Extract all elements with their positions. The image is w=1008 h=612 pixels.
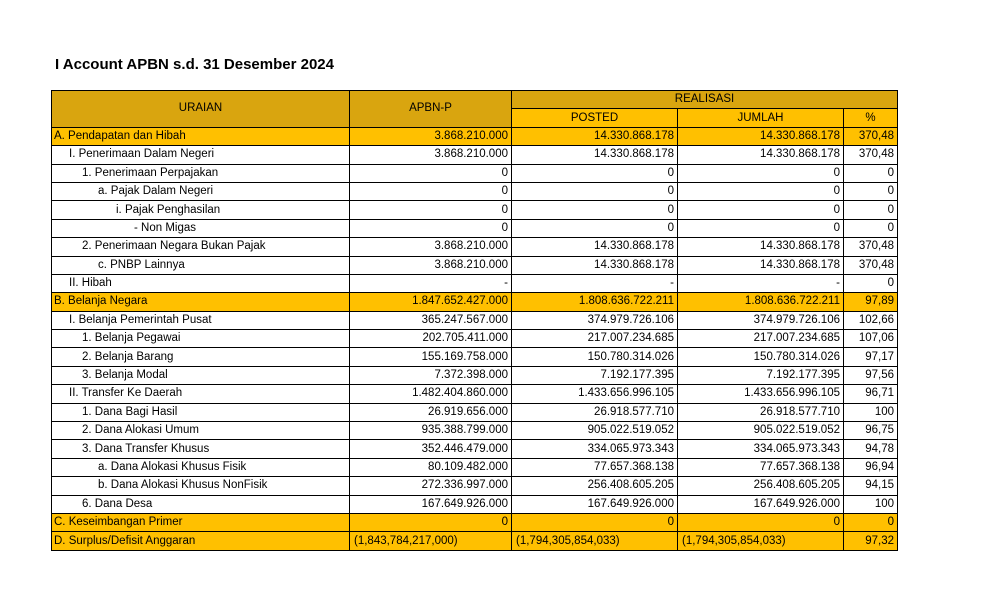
row-pct: 0 [844, 219, 898, 237]
row-apbnp: 80.109.482.000 [350, 458, 512, 476]
row-pct: 94,15 [844, 477, 898, 495]
table-row [52, 164, 898, 182]
row-posted: 14.330.868.178 [512, 256, 678, 274]
row-jumlah: 905.022.519.052 [678, 422, 844, 440]
row-apbnp: 7.372.398.000 [350, 366, 512, 384]
row-apbnp: 0 [350, 219, 512, 237]
row-apbnp: - [350, 274, 512, 292]
header-uraian: URAIAN [52, 91, 350, 128]
row-posted: (1,794,305,854,033) [512, 532, 678, 550]
page-title: I Account APBN s.d. 31 Desember 2024 [55, 56, 334, 73]
row-label: 2. Belanja Barang [52, 348, 350, 366]
row-label: i. Pajak Penghasilan [52, 201, 350, 219]
row-label: 3. Belanja Modal [52, 366, 350, 384]
row-jumlah: - [678, 274, 844, 292]
row-posted: 374.979.726.106 [512, 311, 678, 329]
row-jumlah: 14.330.868.178 [678, 127, 844, 145]
row-apbnp: 935.388.799.000 [350, 422, 512, 440]
row-pct: 97,32 [844, 532, 898, 550]
row-jumlah: 0 [678, 182, 844, 200]
row-posted: 77.657.368.138 [512, 458, 678, 476]
row-apbnp: 3.868.210.000 [350, 256, 512, 274]
row-label: I. Belanja Pemerintah Pusat [52, 311, 350, 329]
table-row [52, 495, 898, 513]
table-row [52, 440, 898, 458]
row-jumlah: 1.433.656.996.105 [678, 385, 844, 403]
apbn-table [51, 90, 898, 551]
row-label: 3. Dana Transfer Khusus [52, 440, 350, 458]
row-posted: 167.649.926.000 [512, 495, 678, 513]
row-pct: 0 [844, 164, 898, 182]
row-posted: 1.433.656.996.105 [512, 385, 678, 403]
row-pct: 0 [844, 274, 898, 292]
table-row [52, 201, 898, 219]
row-posted: 0 [512, 182, 678, 200]
row-posted: 150.780.314.026 [512, 348, 678, 366]
row-pct: 97,56 [844, 366, 898, 384]
row-apbnp: 272.336.997.000 [350, 477, 512, 495]
row-apbnp: 26.919.656.000 [350, 403, 512, 421]
row-label: c. PNBP Lainnya [52, 256, 350, 274]
row-jumlah: 26.918.577.710 [678, 403, 844, 421]
row-posted: 14.330.868.178 [512, 146, 678, 164]
row-apbnp: 0 [350, 182, 512, 200]
row-pct: 370,48 [844, 127, 898, 145]
row-posted: 217.007.234.685 [512, 330, 678, 348]
row-posted: 1.808.636.722.211 [512, 293, 678, 311]
table-row [52, 458, 898, 476]
row-label: 1. Dana Bagi Hasil [52, 403, 350, 421]
table-row [52, 385, 898, 403]
table-row [52, 146, 898, 164]
table-row [52, 403, 898, 421]
header-posted: POSTED [512, 109, 678, 127]
table-row [52, 348, 898, 366]
row-pct: 0 [844, 513, 898, 531]
row-pct: 0 [844, 182, 898, 200]
row-jumlah: 0 [678, 201, 844, 219]
table-row [52, 422, 898, 440]
row-label: D. Surplus/Defisit Anggaran [52, 532, 350, 550]
row-jumlah: 0 [678, 219, 844, 237]
row-apbnp: 1.482.404.860.000 [350, 385, 512, 403]
row-apbnp: 3.868.210.000 [350, 127, 512, 145]
row-jumlah: 256.408.605.205 [678, 477, 844, 495]
row-posted: 7.192.177.395 [512, 366, 678, 384]
row-apbnp: 365.247.567.000 [350, 311, 512, 329]
table-row [52, 311, 898, 329]
row-jumlah: 14.330.868.178 [678, 238, 844, 256]
row-posted: 26.918.577.710 [512, 403, 678, 421]
row-apbnp: 155.169.758.000 [350, 348, 512, 366]
row-pct: 0 [844, 201, 898, 219]
row-pct: 370,48 [844, 238, 898, 256]
row-label: 2. Dana Alokasi Umum [52, 422, 350, 440]
row-label: 1. Belanja Pegawai [52, 330, 350, 348]
row-apbnp: 167.649.926.000 [350, 495, 512, 513]
row-jumlah: 150.780.314.026 [678, 348, 844, 366]
row-pct: 94,78 [844, 440, 898, 458]
row-label: II. Transfer Ke Daerah [52, 385, 350, 403]
row-pct: 100 [844, 495, 898, 513]
row-label: b. Dana Alokasi Khusus NonFisik [52, 477, 350, 495]
row-label: a. Dana Alokasi Khusus Fisik [52, 458, 350, 476]
row-posted: 0 [512, 164, 678, 182]
table-row [52, 182, 898, 200]
table-row [52, 219, 898, 237]
table-row [52, 274, 898, 292]
row-label: - Non Migas [52, 219, 350, 237]
row-pct: 370,48 [844, 256, 898, 274]
row-apbnp: 3.868.210.000 [350, 146, 512, 164]
row-pct: 107,06 [844, 330, 898, 348]
row-jumlah: 0 [678, 513, 844, 531]
row-jumlah: 1.808.636.722.211 [678, 293, 844, 311]
table-row [52, 127, 898, 145]
row-jumlah: 374.979.726.106 [678, 311, 844, 329]
row-label: B. Belanja Negara [52, 293, 350, 311]
row-posted: 14.330.868.178 [512, 127, 678, 145]
row-posted: 14.330.868.178 [512, 238, 678, 256]
table-row [52, 330, 898, 348]
header-realisasi: REALISASI [512, 91, 898, 109]
row-jumlah: 217.007.234.685 [678, 330, 844, 348]
row-apbnp: 352.446.479.000 [350, 440, 512, 458]
header-jumlah: JUMLAH [678, 109, 844, 127]
row-jumlah: 77.657.368.138 [678, 458, 844, 476]
row-label: 6. Dana Desa [52, 495, 350, 513]
table-row [52, 256, 898, 274]
table-body [52, 127, 898, 550]
row-apbnp: 0 [350, 164, 512, 182]
row-label: I. Penerimaan Dalam Negeri [52, 146, 350, 164]
row-pct: 97,17 [844, 348, 898, 366]
row-posted: 0 [512, 201, 678, 219]
row-pct: 96,71 [844, 385, 898, 403]
row-jumlah: 14.330.868.178 [678, 146, 844, 164]
row-jumlah: 0 [678, 164, 844, 182]
row-apbnp: 0 [350, 201, 512, 219]
row-jumlah: 14.330.868.178 [678, 256, 844, 274]
table-row [52, 477, 898, 495]
row-posted: 0 [512, 219, 678, 237]
table-row [52, 238, 898, 256]
row-jumlah: 167.649.926.000 [678, 495, 844, 513]
row-posted: 905.022.519.052 [512, 422, 678, 440]
row-pct: 370,48 [844, 146, 898, 164]
table-header [52, 91, 898, 128]
table-row [52, 513, 898, 531]
row-apbnp: 1.847.652.427.000 [350, 293, 512, 311]
row-jumlah: 334.065.973.343 [678, 440, 844, 458]
row-pct: 102,66 [844, 311, 898, 329]
row-jumlah: (1,794,305,854,033) [678, 532, 844, 550]
row-pct: 96,75 [844, 422, 898, 440]
row-label: II. Hibah [52, 274, 350, 292]
row-pct: 96,94 [844, 458, 898, 476]
header-apbnp: APBN-P [350, 91, 512, 128]
row-apbnp: 0 [350, 513, 512, 531]
row-label: a. Pajak Dalam Negeri [52, 182, 350, 200]
row-posted: 0 [512, 513, 678, 531]
table-row [52, 532, 898, 550]
row-pct: 100 [844, 403, 898, 421]
row-label: C. Keseimbangan Primer [52, 513, 350, 531]
table-row [52, 293, 898, 311]
row-jumlah: 7.192.177.395 [678, 366, 844, 384]
row-apbnp: (1,843,784,217,000) [350, 532, 512, 550]
row-posted: 256.408.605.205 [512, 477, 678, 495]
row-apbnp: 3.868.210.000 [350, 238, 512, 256]
header-pct: % [844, 109, 898, 127]
row-label: 1. Penerimaan Perpajakan [52, 164, 350, 182]
table-row [52, 366, 898, 384]
row-label: A. Pendapatan dan Hibah [52, 127, 350, 145]
row-posted: 334.065.973.343 [512, 440, 678, 458]
row-label: 2. Penerimaan Negara Bukan Pajak [52, 238, 350, 256]
row-posted: - [512, 274, 678, 292]
row-apbnp: 202.705.411.000 [350, 330, 512, 348]
row-pct: 97,89 [844, 293, 898, 311]
